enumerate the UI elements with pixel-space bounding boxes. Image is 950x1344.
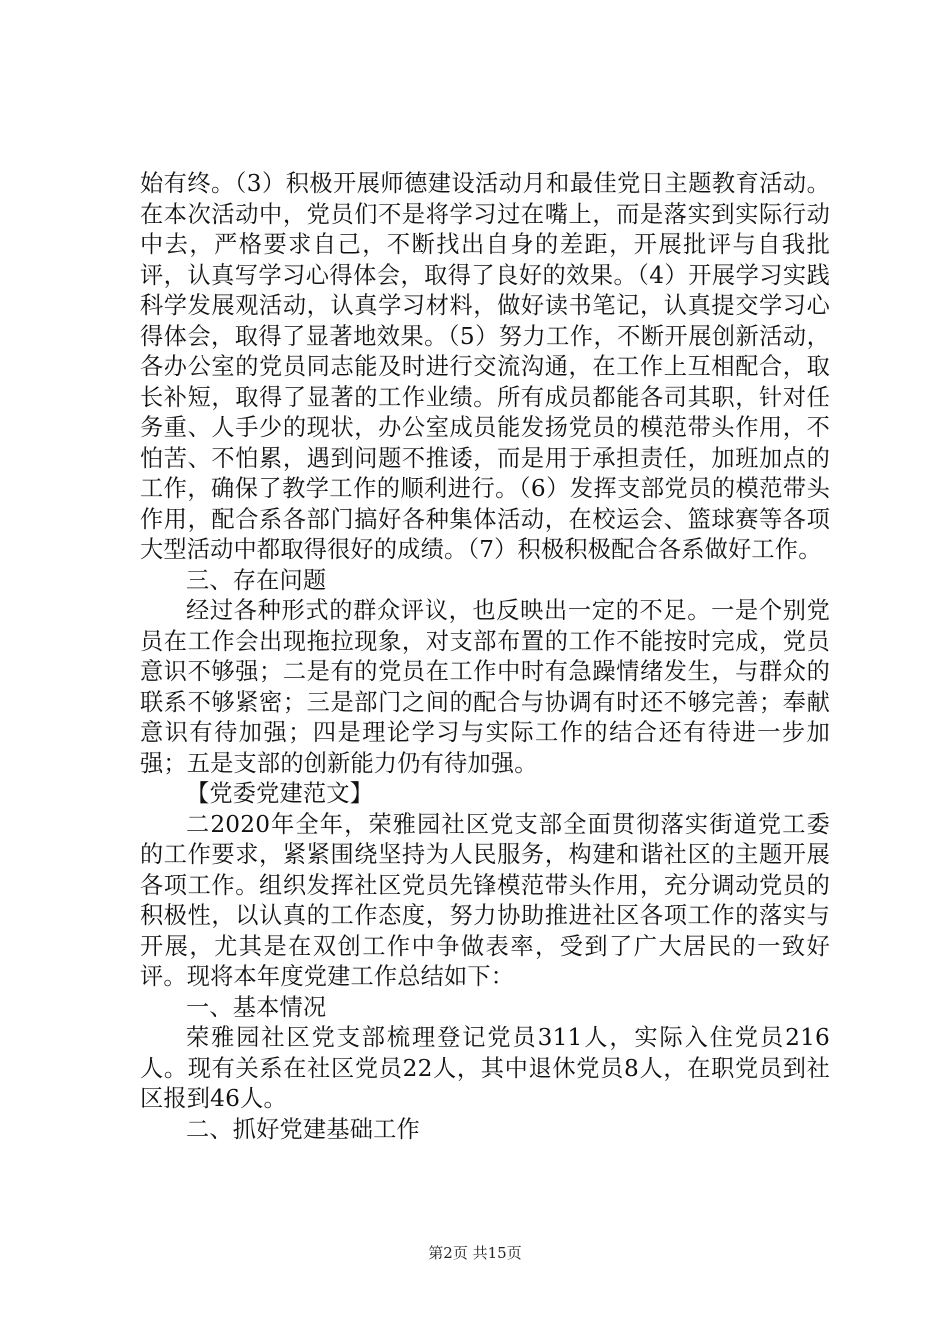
section-heading-problems: 三、存在问题 bbox=[186, 566, 327, 594]
paragraph-problems: 经过各种形式的群众评议，也反映出一定的不足。一是个别党员在工作会出现拖拉现象，对支部布置的工作不能按时完成，党员意识不够强；二是有的党员在工作中时有急躁情绪发生，与群众的联系不够紧密；三是部门之间的配合与协调有时还不够完善；奉献意识有待加强；四是理论学习与实际工作的结合还有待进一步加强；五是支部的创新能力仍有待加强。 bbox=[140, 597, 830, 777]
paragraph-intro: 二2020年全年，荣雅园社区党支部全面贯彻落实街道党工委的工作要求，紧紧围绕坚持为人民服务，构建和谐社区的主题开展各项工作。组织发挥社区党员先锋模范带头作用，充分调动党员的积极性，以认真的工作态度，努力协助推进社区各项工作的落实与开展，尤其是在双创工作中争做表率，受到了广大居民的一致好评。现将本年度党建工作总结如下： bbox=[140, 810, 830, 990]
paragraph-continuation: 始有终。（3）积极开展师德建设活动月和最佳党日主题教育活动。在本次活动中，党员们不是将学习过在嘴上，而是落实到实际行动中去，严格要求自己，不断找出自身的差距，开展批评与自我批评，认真写学习心得体会，取得了良好的效果。（4）开展学习实践科学发展观活动，认真学习材料，做好读书笔记，认真提交学习心得体会，取得了显著地效果。（5）努力工作，不断开展创新活动，各办公室的党员同志能及时进行交流沟通，在工作上互相配合，取长补短，取得了显著的工作业绩。所有成员都能各司其职，针对任务重、人手少的现状，办公室成员能发扬党员的模范带头作用，不怕苦、不怕累，遇到问题不推诿，而是用于承担责任，加班加点的工作，确保了教学工作的顺利进行。（6）发挥支部党员的模范带头作用，配合系各部门搞好各种集体活动，在校运会、篮球赛等各项大型活动中都取得很好的成绩。（7）积极积极配合各系做好工作。 bbox=[140, 170, 830, 563]
section-heading-foundation: 二、抓好党建基础工作 bbox=[186, 1115, 420, 1143]
document-body bbox=[140, 169, 830, 1145]
section-heading-sample: 【党委党建范文】 bbox=[186, 780, 374, 807]
page-number-footer: 第2页 共15页 bbox=[428, 1244, 522, 1262]
paragraph-basic-info: 荣雅园社区党支部梳理登记党员311人，实际入住党员216人。现有关系在社区党员22人，其中退休党员8人，在职党员到社区报到46人。 bbox=[140, 1024, 830, 1112]
section-heading-basic-info: 一、基本情况 bbox=[186, 993, 327, 1021]
